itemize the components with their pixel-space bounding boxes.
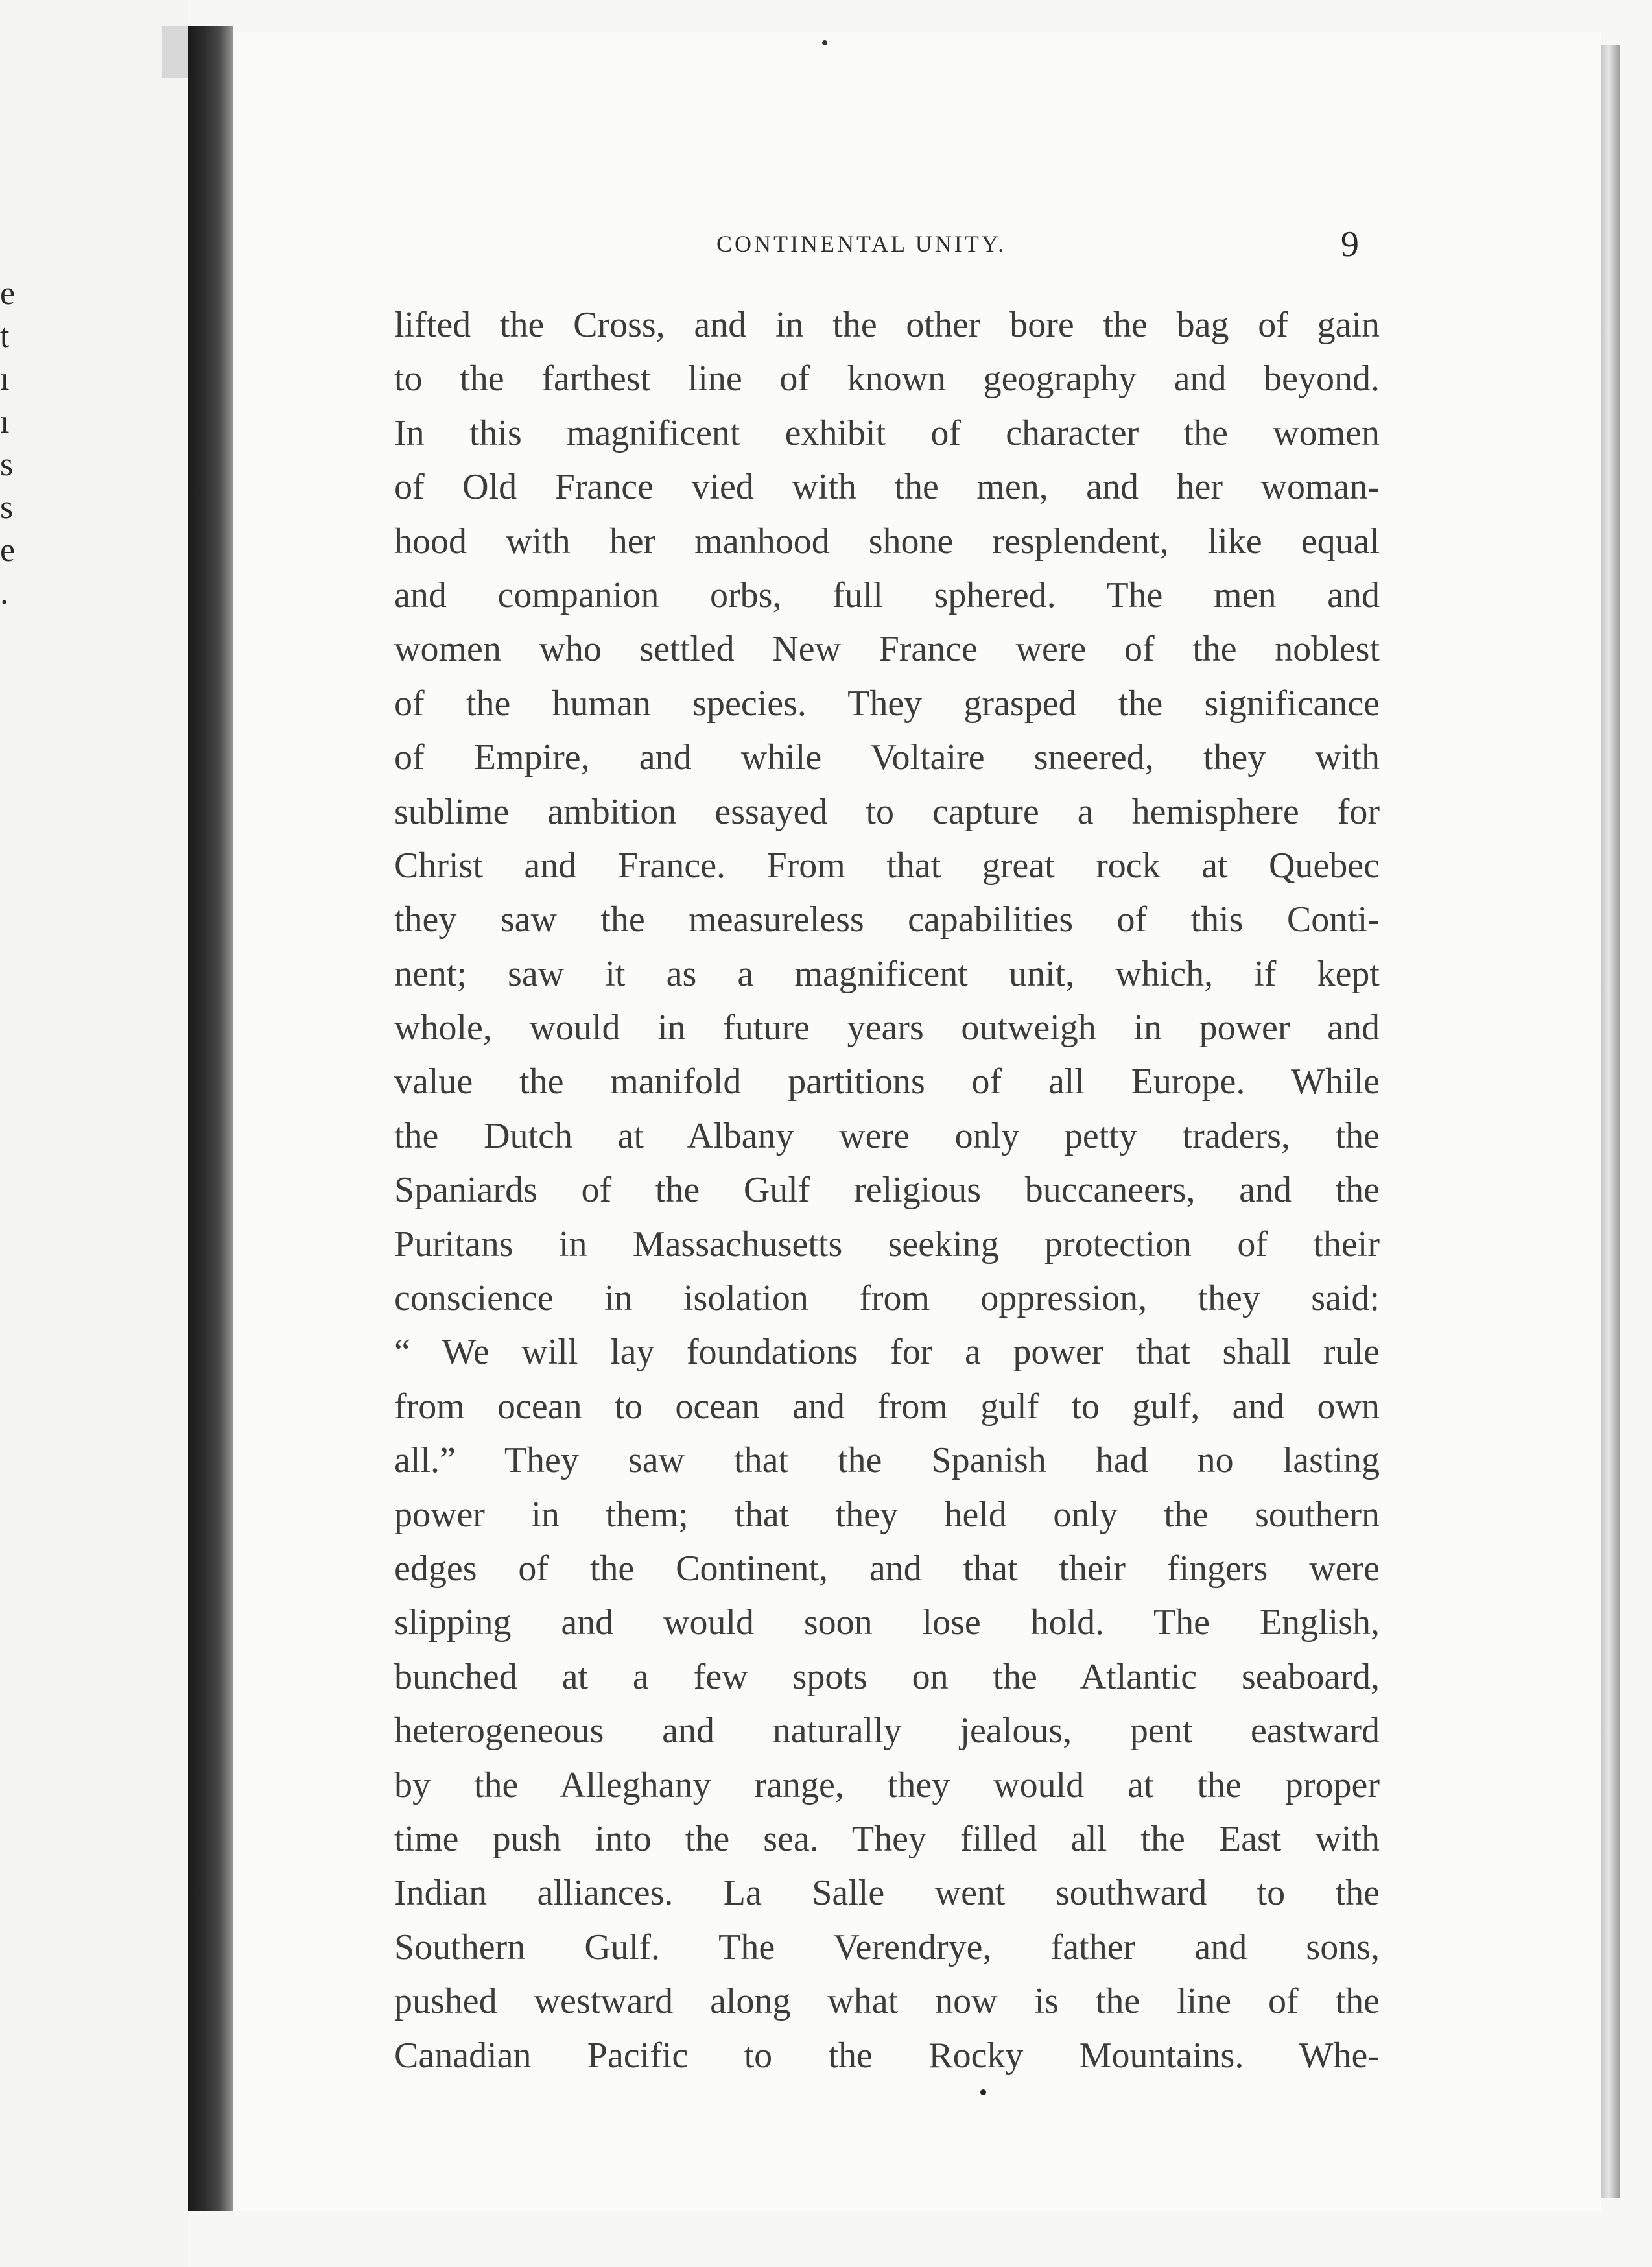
previous-page-letters	[0, 272, 19, 615]
text-line: from ocean to ocean and from gulf to gulf, and own	[394, 1386, 1380, 1427]
text-line: conscience in isolation from oppression, they said:	[394, 1278, 1380, 1319]
margin-letter: e	[0, 275, 16, 312]
margin-letter: e	[0, 532, 16, 569]
margin-letter: s	[0, 489, 14, 526]
text-line: sublime ambition essayed to capture a hemisphere for	[394, 791, 1380, 832]
book-gutter-shadow	[188, 26, 233, 2211]
text-line: whole, would in future years outweigh in power and	[394, 1008, 1380, 1049]
text-line: value the manifold partitions of all Europe. While	[394, 1062, 1380, 1102]
text-line: Spaniards of the Gulf religious buccaneers, and the	[394, 1170, 1380, 1211]
margin-letter: ı	[0, 361, 10, 398]
text-line: “ We will lay foundations for a power that shall rule	[394, 1332, 1380, 1373]
text-line: slipping and would soon lose hold. The English,	[394, 1602, 1380, 1643]
margin-letter: s	[0, 446, 14, 483]
text-line: edges of the Continent, and that their fingers were	[394, 1548, 1380, 1589]
text-line: lifted the Cross, and in the other bore the bag of gain	[394, 305, 1380, 345]
text-line: all.” They saw that the Spanish had no lasting	[394, 1440, 1380, 1481]
margin-letter: ı	[0, 403, 10, 440]
text-line: hood with her manhood shone resplendent, like equal	[394, 521, 1380, 562]
text-line: Christ and France. From that great rock at Quebec	[394, 845, 1380, 886]
text-line: In this magnificent exhibit of character the women	[394, 412, 1380, 453]
text-line: Indian alliances. La Salle went southward to the	[394, 1873, 1380, 1914]
scan-speck	[822, 40, 827, 45]
text-line: Puritans in Massachusetts seeking protection of their	[394, 1224, 1380, 1264]
text-line: women who settled New France were of the noblest	[394, 629, 1380, 670]
body-text	[394, 298, 1380, 2083]
text-line: time push into the sea. They filled all the East with	[394, 1818, 1380, 1859]
text-line: Canadian Pacific to the Rocky Mountains. Whe-	[394, 2035, 1380, 2076]
running-head: CONTINENTAL UNITY.	[716, 231, 1007, 257]
text-line: of the human species. They grasped the significance	[394, 683, 1380, 724]
text-line: nent; saw it as a magnificent unit, which, if kept	[394, 953, 1380, 994]
text-line: of Old France vied with the men, and her woman-	[394, 467, 1380, 508]
text-line: bunched at a few spots on the Atlantic seaboard,	[394, 1656, 1380, 1697]
text-line: heterogeneous and naturally jealous, pent eastward	[394, 1711, 1380, 1751]
text-line: pushed westward along what now is the line of the	[394, 1981, 1380, 2022]
previous-page-edge	[0, 0, 188, 2267]
page-edge	[1601, 45, 1620, 2198]
text-line: they saw the measureless capabilities of this Conti-	[394, 899, 1380, 940]
margin-letter: t	[0, 318, 10, 355]
text-line: power in them; that they held only the southern	[394, 1494, 1380, 1535]
text-line: by the Alleghany range, they would at the proper	[394, 1764, 1380, 1805]
text-line: to the farthest line of known geography and beyond.	[394, 359, 1380, 399]
text-line: Southern Gulf. The Verendrye, father and sons,	[394, 1927, 1380, 1967]
text-line: and companion orbs, full sphered. The men and	[394, 575, 1380, 615]
page-number: 9	[1341, 224, 1359, 265]
text-line: the Dutch at Albany were only petty traders, the	[394, 1115, 1380, 1156]
margin-letter: .	[0, 575, 8, 611]
text-line: of Empire, and while Voltaire sneered, they with	[394, 737, 1380, 778]
scan-speck	[980, 2089, 986, 2095]
